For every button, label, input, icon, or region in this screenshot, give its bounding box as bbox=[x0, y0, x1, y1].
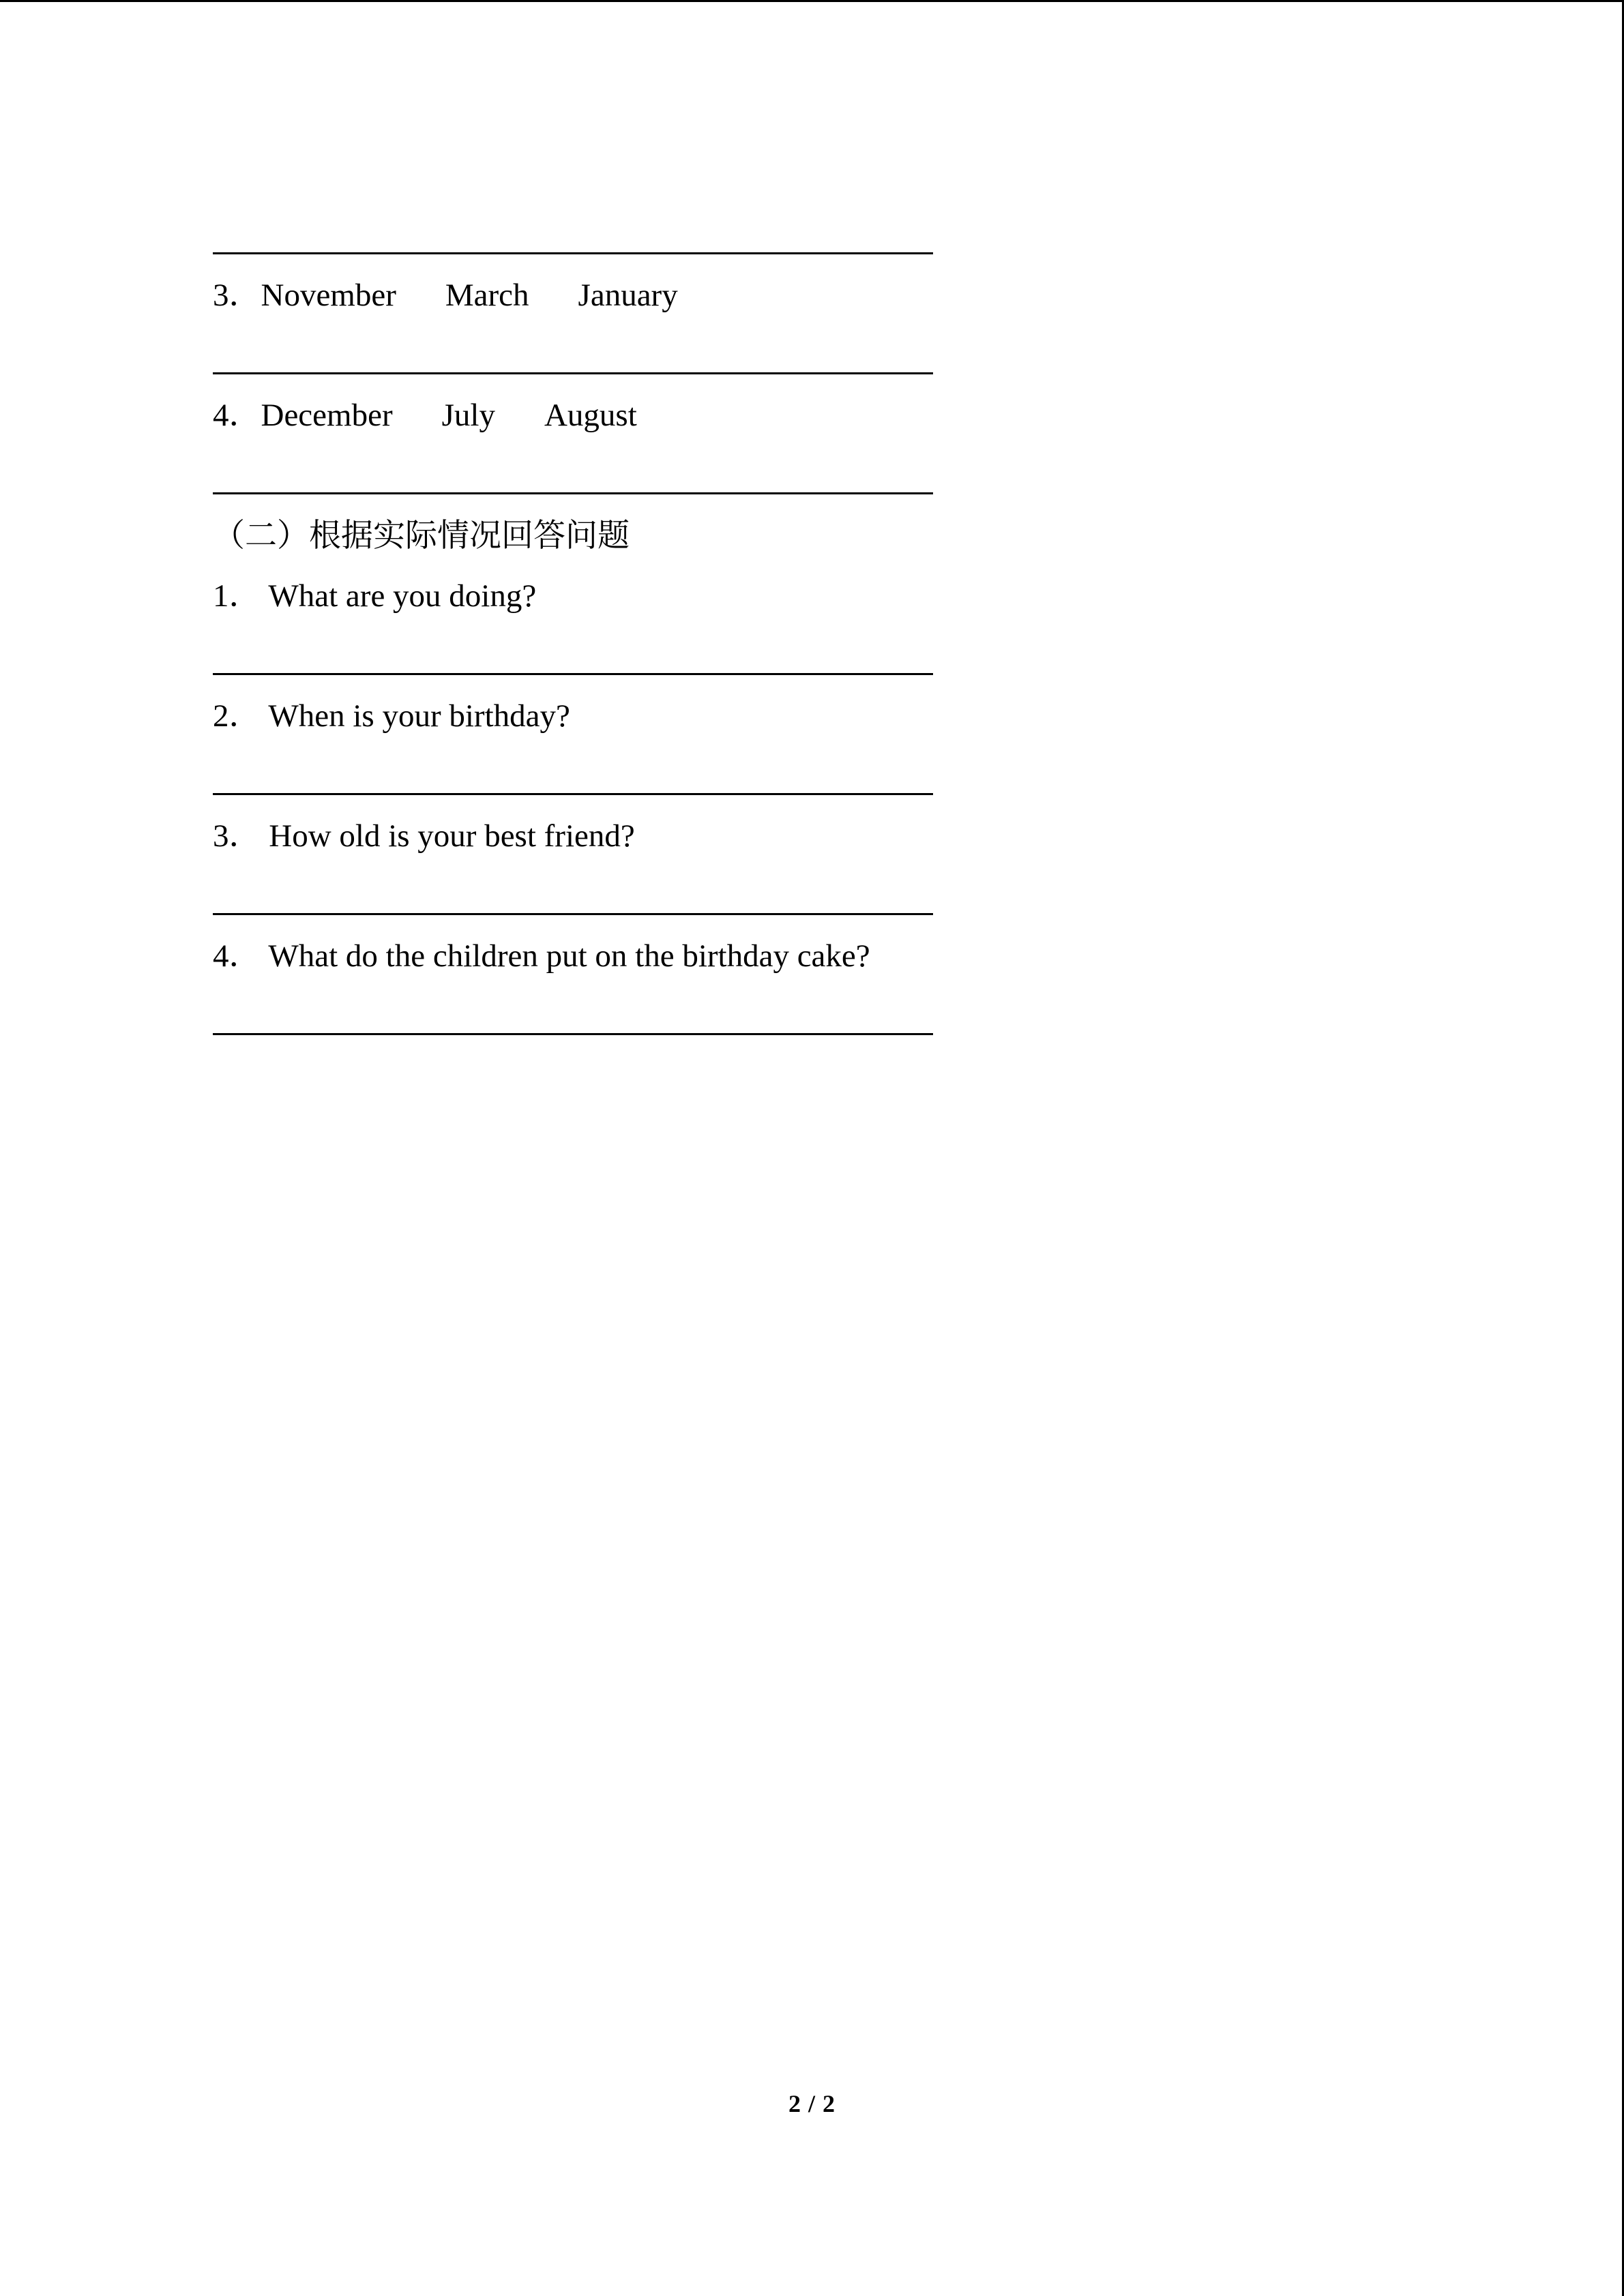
item-word: August bbox=[544, 398, 637, 433]
section-heading: （二）根据实际情况回答问题 bbox=[213, 517, 630, 554]
page-number: 2 / 2 bbox=[788, 2090, 836, 2117]
answer-line bbox=[213, 492, 933, 494]
question-text: How old is your best friend? bbox=[269, 818, 635, 854]
question-number: 3． bbox=[213, 818, 261, 854]
item-number: 3． bbox=[213, 278, 261, 313]
item-word: November bbox=[261, 278, 396, 313]
answer-line bbox=[213, 372, 933, 374]
question-2 bbox=[213, 697, 570, 735]
item-word: January bbox=[578, 278, 678, 313]
question-number: 1． bbox=[213, 578, 261, 614]
question-text: When is your birthday? bbox=[268, 698, 570, 734]
answer-line bbox=[213, 913, 933, 915]
question-number: 4． bbox=[213, 938, 261, 974]
question-3 bbox=[213, 817, 635, 855]
page-border-top bbox=[0, 0, 1624, 2]
item-word: December bbox=[261, 398, 393, 433]
answer-line bbox=[213, 793, 933, 795]
question-1 bbox=[213, 577, 536, 615]
question-4 bbox=[213, 937, 870, 975]
answer-line bbox=[213, 1033, 933, 1035]
question-text: What do the children put on the birthday cake? bbox=[268, 938, 870, 974]
item-word: July bbox=[441, 398, 495, 433]
question-text: What are you doing? bbox=[268, 578, 537, 614]
answer-line bbox=[213, 252, 933, 254]
item-word: March bbox=[445, 278, 529, 313]
question-number: 2． bbox=[213, 698, 261, 734]
answer-line bbox=[213, 673, 933, 675]
item-number: 4． bbox=[213, 398, 261, 433]
word-group-item-3 bbox=[213, 276, 678, 314]
word-group-item-4 bbox=[213, 396, 637, 434]
